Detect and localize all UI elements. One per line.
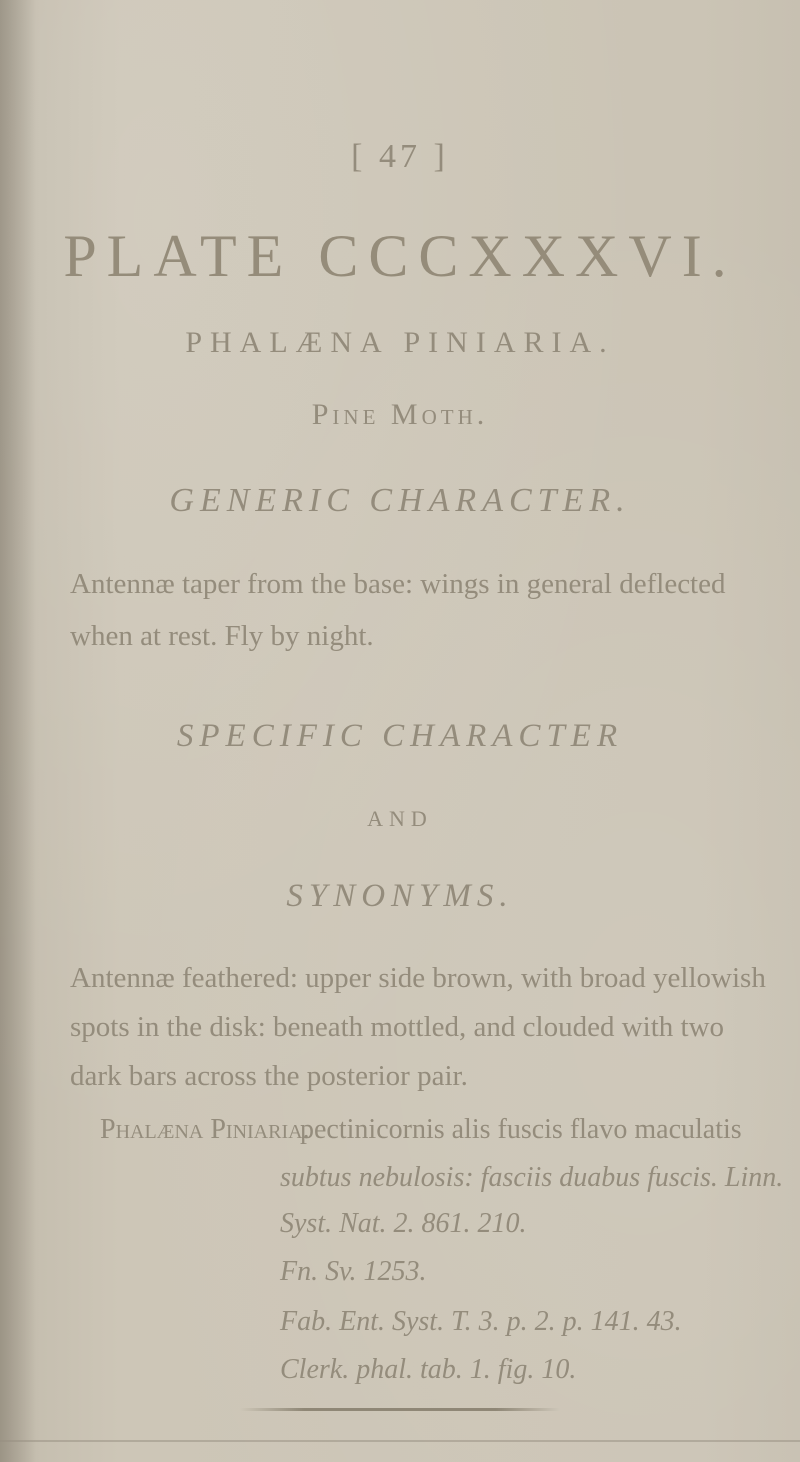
synonyms-heading: SYNONYMS. bbox=[286, 878, 514, 914]
synonym-text: pectinicornis alis fuscis flavo maculatis bbox=[300, 1114, 742, 1145]
page-number: [ 47 ] bbox=[351, 138, 449, 175]
synonym-line: subtus nebulosis: fasciis duabus fuscis. Linn. bbox=[280, 1162, 784, 1193]
synonym-line: Fn. Sv. 1253. bbox=[280, 1256, 427, 1287]
plate-title: PLATE CCCXXXVI. bbox=[63, 223, 737, 289]
synonym-line: Fab. Ent. Syst. T. 3. p. 2. p. 141. 43. bbox=[280, 1306, 682, 1337]
synonym-line: Clerk. phal. tab. 1. fig. 10. bbox=[280, 1354, 577, 1385]
specific-character-text: Antennæ feathered: upper side brown, with broad yellowish spots in the disk: beneath mottled, and clouded with two dark bars across the posterior pair. bbox=[70, 962, 766, 1092]
latin-name: PHALÆNA PINIARIA. bbox=[185, 326, 615, 359]
synonym-line: Syst. Nat. 2. 861. 210. bbox=[280, 1208, 527, 1239]
divider-rule bbox=[240, 1408, 560, 1411]
common-name: Pine Moth. bbox=[311, 398, 489, 431]
specific-character-heading: SPECIFIC CHARACTER bbox=[176, 718, 624, 754]
synonym-name: Phalæna Piniaria. bbox=[100, 1114, 310, 1145]
generic-character-heading: GENERIC CHARACTER. bbox=[169, 482, 631, 519]
generic-character-text: Antennæ taper from the base: wings in general deflected when at rest. Fly by night. bbox=[70, 568, 726, 652]
and-word: AND bbox=[367, 806, 433, 831]
page-fold-line bbox=[0, 1440, 800, 1442]
